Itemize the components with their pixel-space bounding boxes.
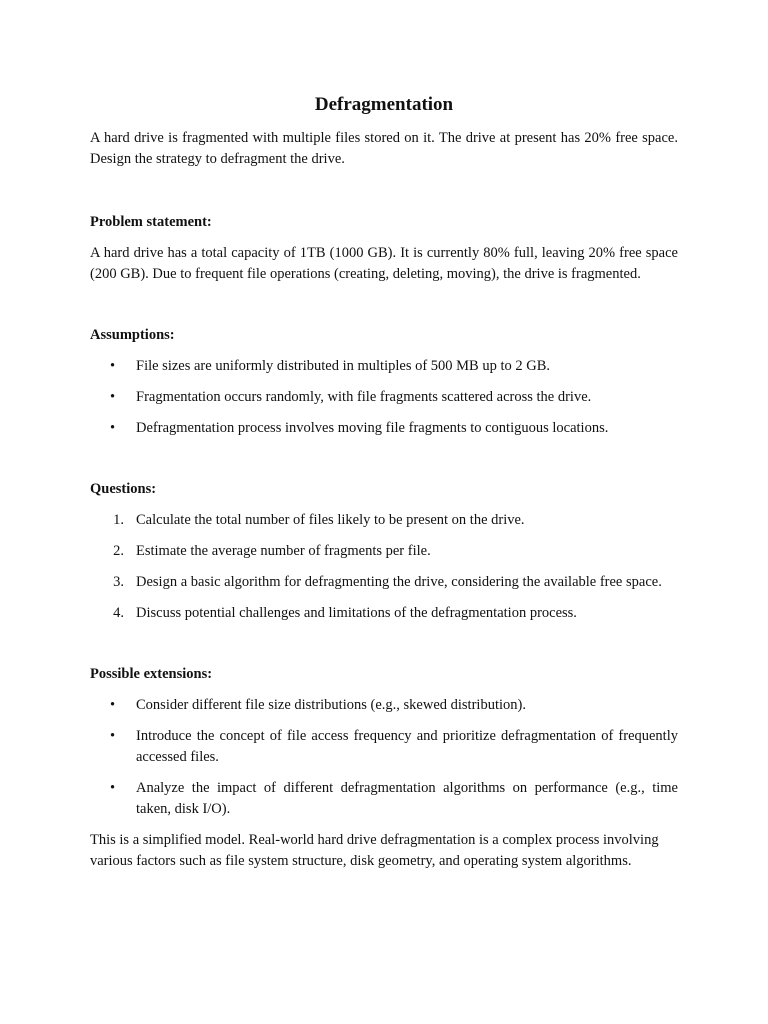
bullet-marker: • [110,697,116,713]
extensions-list [90,695,678,820]
list-item [90,356,678,377]
list-item [90,418,678,439]
list-item [90,572,678,593]
closing-paragraph: This is a simplified model. Real-world hard drive defragmentation is a complex process involving various factors such as file system structure, disk geometry, and operating system algorithms. [90,832,659,869]
problem-heading: Problem statement: [90,214,212,230]
questions-list [90,510,678,624]
number-marker: 4. [113,605,124,621]
questions-heading: Questions: [90,481,157,497]
list-item-text: Consider different file size distributions (e.g., skewed distribution). [136,697,526,713]
list-item-text: Defragmentation process involves moving file fragments to contiguous locations. [136,420,609,436]
list-item-text: Calculate the total number of files likely to be present on the drive. [136,512,525,528]
list-item [90,510,678,531]
list-item-text: File sizes are uniformly distributed in multiples of 500 MB up to 2 GB. [136,358,551,374]
bullet-marker: • [110,728,116,744]
list-item [90,387,678,408]
list-item-text: Introduce the concept of file access frequency and prioritize defragmentation of frequently accessed files. [136,728,678,765]
number-marker: 3. [113,574,124,590]
document-page [90,93,678,872]
list-item-text: Analyze the impact of different defragmentation algorithms on performance (e.g., time taken, disk I/O). [136,780,678,817]
bullet-marker: • [110,420,116,436]
list-item [90,695,678,716]
bullet-marker: • [110,780,116,796]
problem-paragraph: A hard drive has a total capacity of 1TB (1000 GB). It is currently 80% full, leaving 20% free space (200 GB). Due to frequent file operations (creating, deleting, moving), the drive is fragmented. [90,245,678,282]
number-marker: 2. [113,543,124,559]
list-item-text: Estimate the average number of fragments per file. [136,543,431,559]
extensions-heading: Possible extensions: [90,666,213,682]
list-item-text: Design a basic algorithm for defragmenting the drive, considering the available free space. [136,574,662,590]
intro-paragraph: A hard drive is fragmented with multiple files stored on it. The drive at present has 20% free space. Design the strategy to defragment the drive. [90,130,678,167]
list-item [90,603,678,624]
assumptions-list [90,356,678,439]
list-item-text: Discuss potential challenges and limitations of the defragmentation process. [136,605,577,621]
bullet-marker: • [110,358,116,374]
list-item [90,541,678,562]
page-title: Defragmentation [314,94,454,115]
list-item-text: Fragmentation occurs randomly, with file fragments scattered across the drive. [136,389,592,405]
bullet-marker: • [110,389,116,405]
list-item [90,726,678,768]
assumptions-heading: Assumptions: [90,327,175,343]
list-item [90,778,678,820]
number-marker: 1. [113,512,124,528]
